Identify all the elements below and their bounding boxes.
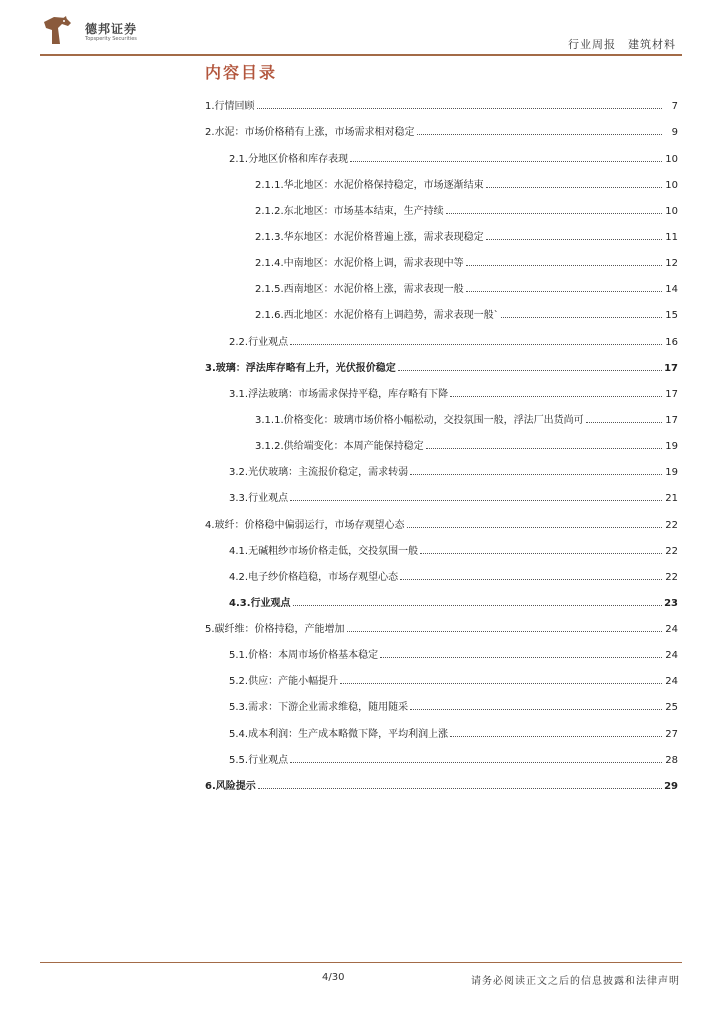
toc-entry-page: 17 [664,363,678,374]
toc-entry[interactable] [205,697,678,713]
toc-entry-title: 无碱粗纱市场价格走低，交投氛围一般 [248,546,419,557]
toc-entry-title: 供应：产能小幅提升 [248,676,339,687]
toc-entry-page: 10 [665,206,678,217]
toc-entry-number: 2.2. [229,337,249,348]
toc-entry[interactable] [205,593,678,609]
toc-entry-number: 3. [205,363,216,374]
toc-entry-title: 浮法玻璃：市场需求保持平稳，库存略有下降 [248,389,449,400]
footer-divider [40,962,682,963]
toc-entry-page: 24 [665,624,678,635]
toc-leader-dots [446,213,662,214]
toc-entry-title: 风险提示 [215,781,256,792]
toc-entry-number: 5. [205,624,215,635]
toc-entry-title: 供给端变化：本周产能保持稳定 [283,441,424,452]
toc-entry-title: 玻璃：浮法库存略有上升，光伏报价稳定 [215,363,396,374]
toc-entry[interactable] [205,175,678,191]
toc-entry-number: 2.1.4. [255,258,284,269]
toc-entry-title: 价格：本周市场价格基本稳定 [248,650,379,661]
toc-entry-page: 24 [665,650,678,661]
toc-entry[interactable] [205,645,678,661]
toc-entry[interactable] [205,305,678,321]
toc-entry-number: 3.2. [229,467,249,478]
toc-entry-number: 5.4. [229,729,249,740]
toc-entry-number: 6. [205,781,216,792]
toc-leader-dots [350,161,662,162]
toc-entry-page: 11 [665,232,678,243]
toc-leader-dots [450,736,662,737]
toc-entry-page: 29 [664,781,678,792]
toc-leader-dots [340,683,662,684]
page-number: 4/30 [322,972,345,983]
toc-entry[interactable] [205,776,678,792]
toc-entry-page: 14 [665,284,678,295]
toc-entry-number: 2.1.3. [255,232,284,243]
toc-entry-page: 24 [665,676,678,687]
toc-entry-page: 15 [665,310,678,321]
toc-leader-dots [398,370,662,371]
toc-entry-page: 27 [665,729,678,740]
toc-entry-page: 19 [665,467,678,478]
toc-entry[interactable] [205,515,678,531]
toc-entry-number: 5.1. [229,650,249,661]
toc-entry[interactable] [205,253,678,269]
toc-entry[interactable] [205,724,678,740]
toc-entry-title: 西南地区：水泥价格上涨，需求表现一般 [283,284,464,295]
toc-entry-page: 22 [665,546,678,557]
toc-entry[interactable] [205,358,678,374]
toc-entry-page: 21 [665,493,678,504]
toc-leader-dots [586,422,662,423]
toc-entry-page: 22 [665,520,678,531]
toc-entry-number: 2.1.6. [255,310,284,321]
toc-entry-number: 3.1.2. [255,441,284,452]
toc-entry-page: 25 [665,702,678,713]
toc-entry-number: 3.3. [229,493,249,504]
toc-leader-dots [290,344,662,345]
toc-entry[interactable] [205,384,678,400]
toc-entry-number: 4.2. [229,572,249,583]
toc-entry[interactable] [205,227,678,243]
toc-entry[interactable] [205,279,678,295]
page-header [40,14,682,56]
toc-leader-dots [450,396,662,397]
toc-leader-dots [501,317,662,318]
toc-entry-number: 4.1. [229,546,249,557]
toc-entry[interactable] [205,567,678,583]
logo-text-cn: 德邦证券 [85,22,138,36]
toc-entry-title: 东北地区：市场基本结束，生产持续 [283,206,444,217]
toc-entry-title: 成本利润：生产成本略微下降，平均利润上涨 [248,729,449,740]
header-divider [40,54,682,56]
toc-leader-dots [347,631,662,632]
toc-entry-number: 2.1.5. [255,284,284,295]
toc-entry-title: 水泥：市场价格稍有上涨，市场需求相对稳定 [214,127,415,138]
toc-entry-page: 16 [665,337,678,348]
toc-entry-page: 9 [671,127,678,138]
toc-entry-title: 西北地区：水泥价格有上调趋势，需求表现一般` [283,310,499,321]
toc-entry-title: 行业观点 [248,337,289,348]
toc-entry-page: 7 [671,101,678,112]
toc-leader-dots [426,448,662,449]
toc-entry[interactable] [205,541,678,557]
toc-entry-page: 10 [665,180,678,191]
toc-entry-title: 分地区价格和库存表现 [248,154,349,165]
toc-leader-dots [290,762,662,763]
toc-leader-dots [380,657,662,658]
toc-entry-number: 4. [205,520,215,531]
toc-entry-number: 2.1.1. [255,180,284,191]
toc-leader-dots [410,474,662,475]
toc-entry-page: 12 [665,258,678,269]
toc-entry[interactable] [205,619,678,635]
toc-entry-title: 华东地区：水泥价格普遍上涨，需求表现稳定 [283,232,484,243]
report-sector: 建筑材料 [628,38,676,51]
toc-leader-dots [486,239,662,240]
toc-entry-title: 行情回顾 [214,101,255,112]
toc-entry-title: 华北地区：水泥价格保持稳定，市场逐渐结束 [283,180,484,191]
toc-leader-dots [420,553,662,554]
toc-entry-number: 4.3. [229,598,251,609]
toc-entry-page: 23 [664,598,678,609]
toc-entry-number: 5.3. [229,702,249,713]
toc-entry-title: 电子纱价格趋稳，市场存观望心态 [248,572,399,583]
toc-entry-number: 5.5. [229,755,249,766]
toc-entry-number: 2.1. [229,154,249,165]
toc-leader-dots [290,500,662,501]
toc-entry[interactable] [205,436,678,452]
toc-entry-title: 行业观点 [248,493,289,504]
toc-entry[interactable] [205,750,678,766]
toc-leader-dots [258,788,662,789]
toc-entry-title: 光伏玻璃：主流报价稳定，需求转弱 [248,467,409,478]
toc-entry-title: 行业观点 [248,755,289,766]
toc-entry[interactable] [205,410,678,426]
toc-entry-title: 需求：下游企业需求维稳，随用随采 [248,702,409,713]
logo-mark-icon [40,14,74,48]
toc-entry[interactable] [205,488,678,504]
toc-leader-dots [417,134,662,135]
toc-entry-number: 1. [205,101,215,112]
toc-entry-number: 2. [205,127,215,138]
toc-entry-page: 22 [665,572,678,583]
toc-leader-dots [486,187,662,188]
toc-leader-dots [257,108,662,109]
toc-leader-dots [293,605,662,606]
toc-leader-dots [410,709,662,710]
toc-entry-title: 碳纤维：价格持稳，产能增加 [214,624,345,635]
toc-entry-page: 19 [665,441,678,452]
company-logo [40,14,160,50]
toc-entry-title: 中南地区：水泥价格上调，需求表现中等 [283,258,464,269]
toc-entry[interactable] [205,462,678,478]
toc-entry-number: 2.1.2. [255,206,284,217]
toc-entry-title: 行业观点 [250,598,291,609]
toc-entry[interactable] [205,122,678,138]
toc-entry-number: 3.1. [229,389,249,400]
toc-entry[interactable] [205,201,678,217]
toc-entry-page: 28 [665,755,678,766]
toc-leader-dots [466,265,662,266]
header-labels [568,36,676,52]
toc-entry[interactable] [205,332,678,348]
toc-entry-page: 10 [665,154,678,165]
toc-leader-dots [466,291,662,292]
toc-entry[interactable] [205,96,678,112]
toc-entry-title: 价格变化：玻璃市场价格小幅松动，交投氛围一般，浮法厂出货尚可 [283,415,584,426]
legal-disclaimer: 请务必阅读正文之后的信息披露和法律声明 [471,976,680,987]
toc-entry-number: 5.2. [229,676,249,687]
toc-title: 内容目录 [205,63,278,82]
toc-entry-page: 17 [665,415,678,426]
toc-entry-page: 17 [665,389,678,400]
logo-text-en: Topsperity Securities [85,36,137,42]
toc-entry[interactable] [205,149,678,165]
toc-entry[interactable] [205,671,678,687]
toc-entry-title: 玻纤：价格稳中偏弱运行，市场存观望心态 [214,520,405,531]
report-category: 行业周报 [568,38,616,51]
toc-entry-number: 3.1.1. [255,415,284,426]
toc-leader-dots [407,527,662,528]
toc-leader-dots [400,579,662,580]
